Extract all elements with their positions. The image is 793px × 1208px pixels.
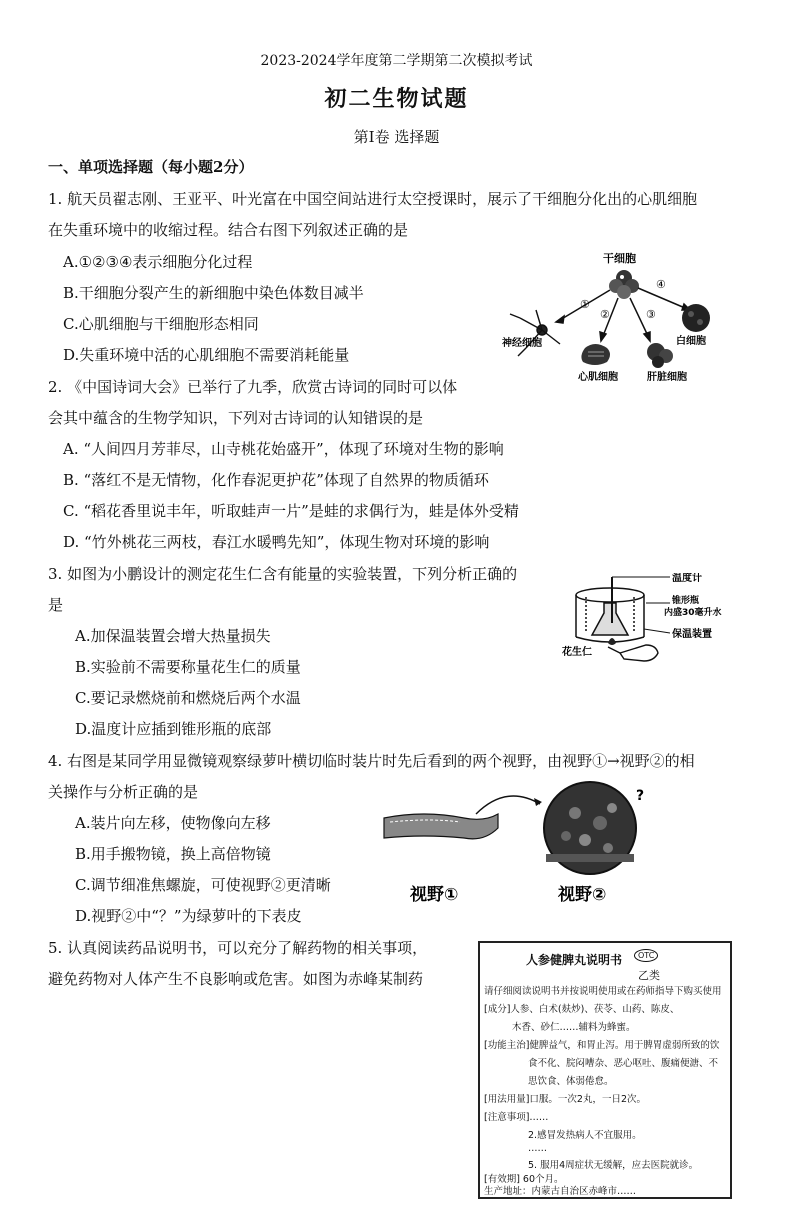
arrow-label-2: ②	[600, 308, 610, 321]
q1-stem-line2: 在失重环境中的收缩过程。结合右图下列叙述正确的是	[48, 221, 409, 239]
liver-cell-label: 肝脏细胞	[647, 372, 687, 383]
q1-stem-line1: 1. 航天员翟志刚、王亚平、叶光富在中国空间站进行太空授课时，展示了干细胞分化出的心肌细胞	[48, 190, 698, 208]
white-cell-label: 白细胞	[676, 336, 706, 347]
label-line-3: 木香、砂仁……辅料为蜂蜜。	[512, 1022, 636, 1033]
q2-stem-line2: 会其中蕴含的生物学知识，下列对古诗词的认知错误的是	[48, 409, 424, 427]
label-line-12: [有效期] 60个月。	[484, 1174, 564, 1185]
q2-option-d: D. “竹外桃花三两枝，春江水暖鸭先知”，体现生物对环境的影响	[63, 533, 490, 551]
flame-icon	[608, 638, 616, 645]
exam-header: 2023-2024学年度第二学期第二次模拟考试	[260, 53, 533, 69]
q4-option-c: C.调节细准焦螺旋，可使视野②更清晰	[75, 876, 331, 894]
question-mark-label: ?	[636, 788, 645, 804]
insulation-label: 保温装置	[672, 629, 712, 640]
leaf-section-icon	[384, 814, 498, 839]
label-line-1: 请仔细阅读说明书并按说明使用或在药师指导下购买使用	[484, 986, 722, 997]
q2-stem-line1: 2. 《中国诗词大会》已举行了九季，欣赏古诗词的同时可以体	[48, 378, 458, 396]
white-blood-cell-icon	[682, 304, 710, 332]
label-line-4: [功能主治]健脾益气，和胃止泻。用于脾胃虚弱所致的饮	[484, 1040, 720, 1051]
q3-option-d: D.温度计应插到锥形瓶的底部	[75, 720, 272, 738]
label-class: 乙类	[638, 969, 660, 982]
q4-stem-line1: 4. 右图是某同学用显微镜观察绿萝叶横切临时装片时先后看到的两个视野，由视野①→视野②的相	[48, 752, 695, 770]
q2-option-a: A. “人间四月芳菲尽，山寺桃花始盛开”，体现了环境对生物的影响	[63, 440, 504, 458]
flask-label: 锥形瓶	[672, 596, 700, 606]
arrow-label-4: ④	[656, 278, 666, 291]
label-line-2: [成分]人参、白术(麸炒)、茯苓、山药、陈皮、	[484, 1004, 680, 1015]
hand-icon	[608, 645, 658, 661]
q4-option-b: B.用手搬物镜，换上高倍物镜	[75, 845, 271, 863]
view2-label: 视野②	[558, 885, 607, 905]
q3-option-a: A.加保温装置会增大热量损失	[75, 627, 271, 645]
q3-option-b: B.实验前不需要称量花生仁的质量	[75, 658, 301, 676]
q1-option-d: D.失重环境中活的心肌细胞不需要消耗能量	[63, 346, 350, 364]
thermometer-label: 温度计	[672, 573, 702, 584]
label-title: 人参健脾丸说明书	[526, 953, 623, 967]
q2-option-c: C. “稻花香里说丰年，听取蛙声一片”是蛙的求偶行为，蛙是体外受精	[63, 502, 519, 520]
q5-drug-instruction-label	[478, 941, 732, 1199]
flask-icon	[592, 603, 628, 635]
q1-option-b: B.干细胞分裂产生的新细胞中染色体数目减半	[63, 284, 364, 302]
q4-option-d: D.视野②中“？”为绿萝叶的下表皮	[75, 907, 302, 925]
label-line-13: 生产地址：内蒙古自治区赤峰市……	[484, 1186, 637, 1197]
q3-option-c: C.要记录燃烧前和燃烧后两个水温	[75, 689, 301, 707]
q3-stem-line2: 是	[48, 596, 64, 614]
q1-option-a: A.①②③④表示细胞分化过程	[63, 253, 253, 271]
arrow-label-1: ①	[580, 298, 590, 311]
stem-cell-label: 干细胞	[603, 252, 636, 265]
page-title: 初二生物试题	[324, 86, 469, 112]
label-line-5: 食不化、脘闷嘈杂、恶心呕吐、腹痛便溏、不	[528, 1058, 719, 1069]
water-label: 内盛30毫升水	[664, 608, 722, 618]
label-line-11: 5. 服用4周症状无缓解，应去医院就诊。	[528, 1160, 699, 1171]
q1-option-c: C.心肌细胞与干细胞形态相同	[63, 315, 259, 333]
stem-cell-icon	[609, 270, 639, 299]
label-line-6: 思饮食、体弱倦怠。	[528, 1076, 614, 1087]
section-heading: 一、单项选择题（每小题2分）	[48, 158, 254, 176]
label-line-8: [注意事项]……	[484, 1112, 549, 1123]
heart-cell-label: 心肌细胞	[578, 372, 618, 383]
thermometer-icon	[612, 577, 670, 623]
q4-option-a: A.装片向左移，使物像向左移	[75, 814, 271, 832]
q3-apparatus-figure	[560, 573, 750, 665]
q2-option-b: B. “落红不是无情物，化作春泥更护花”体现了自然界的物质循环	[63, 471, 489, 489]
q5-stem-line2: 避免药物对人体产生不良影响或危害。如图为赤峰某制药	[48, 970, 424, 988]
q3-stem-line1: 3. 如图为小鹏设计的测定花生仁含有能量的实验装置，下列分析正确的	[48, 565, 518, 583]
q1-cell-differentiation-figure	[500, 248, 715, 386]
liver-cell-icon	[647, 343, 673, 368]
label-line-10: ……	[528, 1143, 547, 1154]
zoomed-view-icon	[544, 782, 636, 874]
view1-label: 视野①	[410, 885, 459, 905]
otc-badge: OTC	[634, 949, 658, 962]
nerve-cell-label: 神经细胞	[502, 338, 542, 349]
heart-muscle-cell-icon	[581, 344, 610, 365]
q4-microscope-views-figure	[380, 778, 660, 908]
label-line-9: 2.感冒发热病人不宜服用。	[528, 1130, 642, 1141]
q5-stem-line1: 5. 认真阅读药品说明书，可以充分了解药物的相关事项，	[48, 939, 428, 957]
arrow-label-3: ③	[646, 308, 656, 321]
volume-title: 第Ⅰ卷 选择题	[353, 128, 440, 146]
nerve-cell-icon	[510, 310, 560, 356]
label-line-7: [用法用量]口服。一次2丸，一日2次。	[484, 1094, 647, 1105]
peanut-label: 花生仁	[562, 647, 592, 658]
q4-stem-line2: 关操作与分析正确的是	[48, 783, 199, 801]
